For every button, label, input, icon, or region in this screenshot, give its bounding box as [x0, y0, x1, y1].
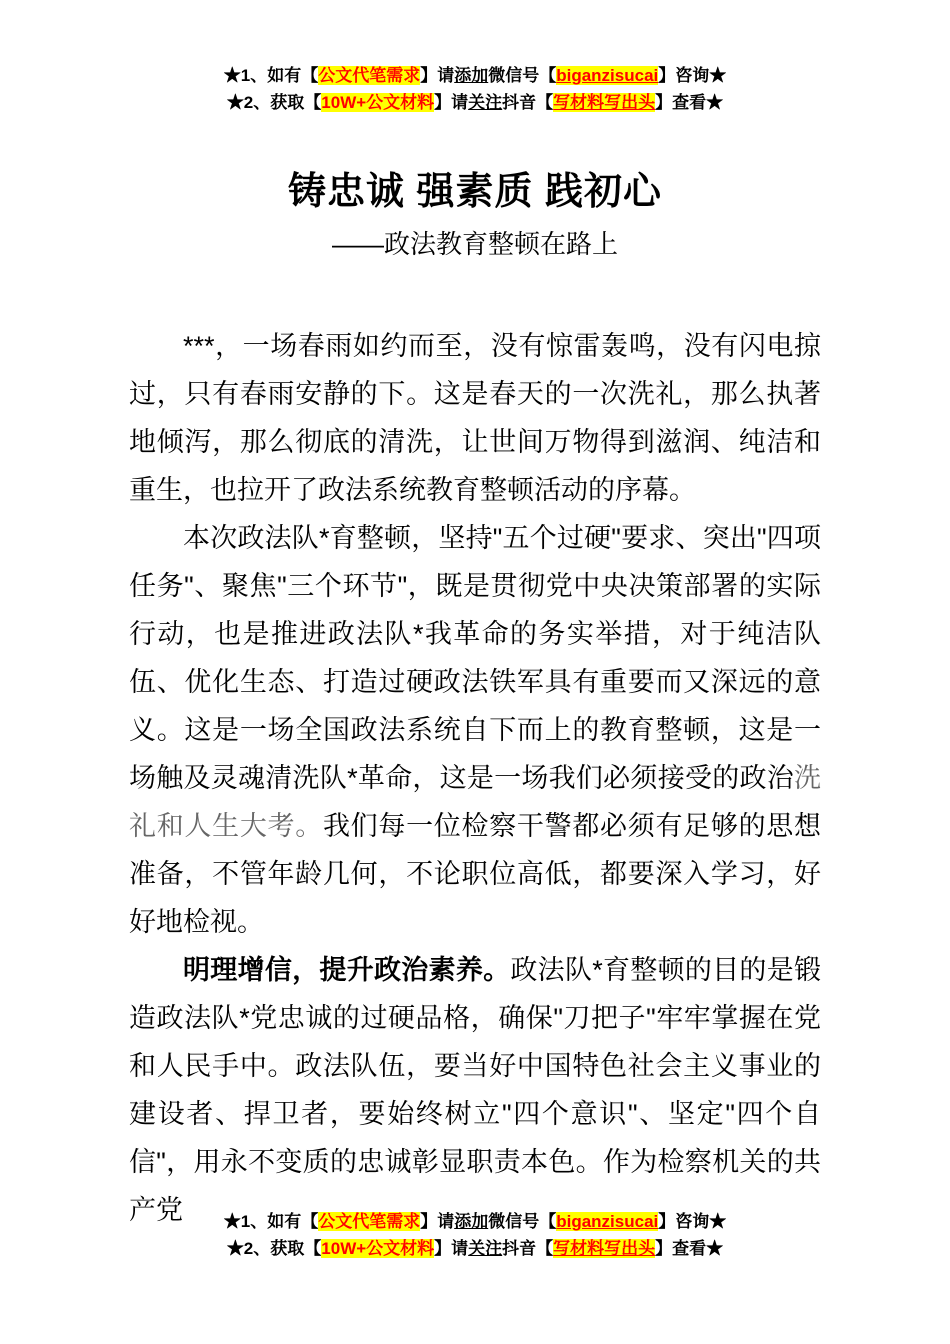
footer-promo-line-2 — [0, 1235, 950, 1262]
text-segment-u: 添加 — [454, 66, 489, 85]
text-segment-hl: 10W+公文材料 — [321, 1239, 435, 1258]
header-promo-line-1 — [0, 62, 950, 89]
footer-promo-line-1 — [0, 1208, 950, 1235]
text-segment-normal: 】咨询★ — [658, 66, 727, 85]
document-subtitle: ——政法教育整顿在路上 — [331, 229, 618, 259]
text-segment-normal: 】查看★ — [655, 93, 724, 112]
text-segment-hl: 10W+公文材料 — [321, 93, 435, 112]
text-segment-hl-u: biganzisucai — [556, 1212, 659, 1231]
text-segment-normal: ★1、如有【 — [223, 66, 319, 85]
text-segment-normal: 】请 — [434, 1239, 469, 1258]
text-segment-normal: ★2、获取【 — [226, 93, 322, 112]
text-segment-normal: 我们每一位检察干警都必须有足够的思想准备，不管年龄几何，不论职位高低，都要深入学习，好好地检视。 — [129, 811, 822, 937]
body-paragraph-3 — [129, 946, 821, 1234]
text-segment-gray: 洗礼和人生大考。 — [129, 763, 821, 841]
text-segment-normal: 】咨询★ — [658, 1212, 727, 1231]
text-segment-normal: 】请 — [420, 66, 455, 85]
text-segment-normal: 】查看★ — [655, 1239, 724, 1258]
document-title: 铸忠诚 强素质 践初心 — [287, 171, 663, 213]
text-segment-normal: 】请 — [420, 1212, 455, 1231]
text-segment-normal: ★1、如有【 — [223, 1212, 319, 1231]
document-body — [129, 322, 821, 1234]
header-promo-notice — [0, 0, 950, 116]
text-segment-hl-u: biganzisucai — [556, 66, 659, 85]
text-segment-hl: 公文代笔需求 — [318, 1212, 421, 1231]
text-segment-bold: 明理增信，提升政治素养。 — [183, 955, 511, 985]
text-segment-normal: ★2、获取【 — [226, 1239, 322, 1258]
text-segment-u: 关注 — [468, 93, 503, 112]
body-paragraph-1 — [129, 322, 821, 514]
text-segment-u: 关注 — [468, 1239, 503, 1258]
header-promo-line-2 — [0, 89, 950, 116]
text-segment-hl-u: 写材料写出头 — [553, 1239, 656, 1258]
text-segment-normal: 微信号【 — [488, 1212, 557, 1231]
text-segment-normal: 抖音【 — [502, 93, 554, 112]
text-segment-normal: 抖音【 — [502, 1239, 554, 1258]
text-segment-normal: 政法队*育整顿的目的是锻造政法队*党忠诚的过硬品格，确保"刀把子"牢牢掌握在党和人民手中。政法队伍，要当好中国特色社会主义事业的建设者、捍卫者，要始终树立"四个意识"、坚定"四个自信"，用永不变质的忠诚彰显职责本色。作为检察机关的共产党 — [129, 955, 821, 1225]
body-paragraph-2 — [129, 514, 821, 946]
text-segment-normal: 本次政法队*育整顿，坚持"五个过硬"要求、突出"四项任务"、聚焦"三个环节"，既是贯彻党中央决策部署的实际行动，也是推进政法队*我革命的务实举措，对于纯洁队伍、优化生态、打造过硬政法铁军具有重要而又深远的意义。这是一场全国政法系统自下而上的教育整顿，这是一场触及灵魂清洗队*革命，这是一场我们必须接受的政治 — [129, 523, 821, 793]
text-segment-hl-u: 写材料写出头 — [553, 93, 656, 112]
text-segment-normal: 】请 — [434, 93, 469, 112]
text-segment-normal: 微信号【 — [488, 66, 557, 85]
footer-promo-notice — [0, 1208, 950, 1262]
text-segment-normal: ***，一场春雨如约而至，没有惊雷轰鸣，没有闪电掠过，只有春雨安静的下。这是春天的一次洗礼，那么执著地倾泻，那么彻底的清洗，让世间万物得到滋润、纯洁和重生，也拉开了政法系统教育整顿活动的序幕。 — [129, 331, 821, 505]
text-segment-u: 添加 — [454, 1212, 489, 1231]
text-segment-hl: 公文代笔需求 — [318, 66, 421, 85]
